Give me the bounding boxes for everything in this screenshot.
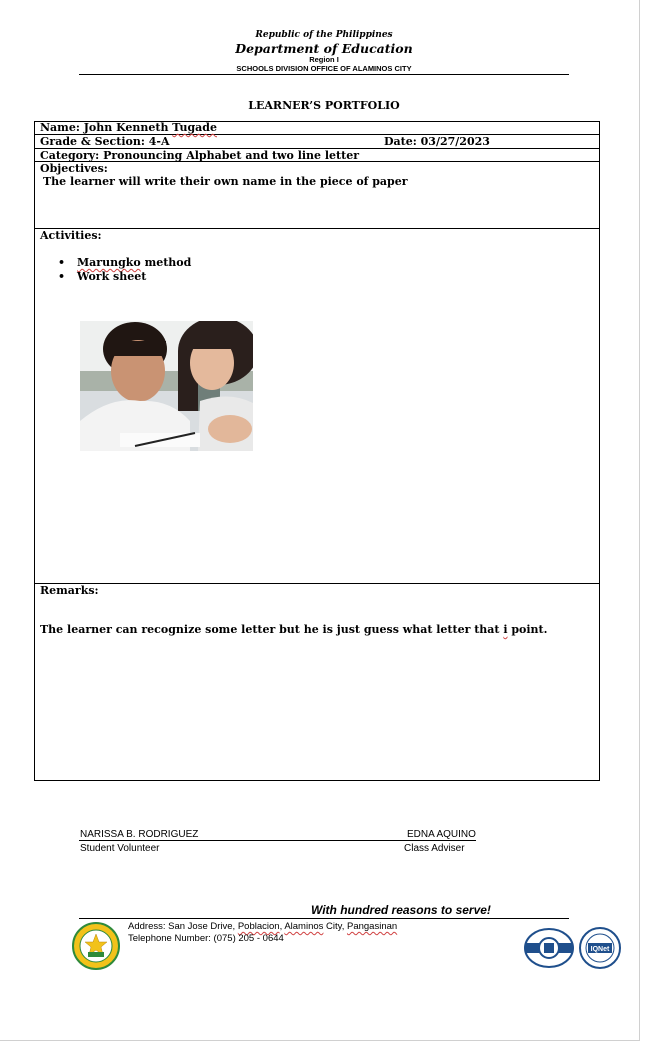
adviser-role: Class Adviser: [404, 843, 465, 854]
adviser-name: EDNA AQUINO: [407, 829, 476, 840]
bullet-icon: •: [58, 270, 66, 283]
region-heading: Region I: [309, 55, 339, 64]
footer-address: Address: San Jose Drive, Poblacion, Alaminos City, Pangasinan: [128, 921, 398, 932]
volunteer-name: NARISSA B. RODRIGUEZ: [80, 829, 199, 840]
remarks-text: The learner can recognize some letter but he is just guess what letter that i point.: [40, 623, 548, 636]
tuv-certification-icon: [523, 927, 575, 969]
remarks-label: Remarks:: [40, 584, 99, 597]
date-field: Date: 03/27/2023: [384, 135, 490, 148]
learner-name: Name: John Kenneth Tugade: [40, 121, 217, 134]
activity-photo: [80, 321, 253, 451]
deped-seal-icon: [72, 922, 120, 970]
table-row-divider: [34, 228, 600, 229]
iqnet-certified-icon: [579, 927, 621, 969]
republic-heading: Republic of the Philippines: [255, 30, 393, 40]
header-rule: [79, 74, 569, 75]
activity-item: Marungko method: [77, 256, 192, 269]
footer-motto: With hundred reasons to serve!: [311, 903, 491, 917]
division-heading: SCHOOLS DIVISION OFFICE OF ALAMINOS CITY: [236, 64, 412, 73]
portfolio-table: [34, 121, 600, 781]
table-row-divider: [34, 583, 600, 584]
bullet-icon: •: [58, 256, 66, 269]
document-title: LEARNER’S PORTFOLIO: [248, 99, 400, 112]
department-heading: Department of Education: [235, 41, 413, 56]
objectives-label: Objectives:: [40, 162, 108, 175]
category-field: Category: Pronouncing Alphabet and two line letter: [40, 149, 360, 162]
activities-label: Activities:: [40, 229, 102, 242]
objectives-text: The learner will write their own name in the piece of paper: [43, 175, 408, 188]
signature-line: [79, 840, 476, 841]
footer-rule: [79, 918, 569, 919]
activity-item: Work sheet: [77, 270, 147, 283]
iqnet-text: IQNet: [590, 946, 610, 953]
photo-illustration: [80, 321, 253, 451]
grade-section: Grade & Section: 4-A: [40, 135, 170, 148]
volunteer-role: Student Volunteer: [80, 843, 160, 854]
footer-telephone: Telephone Number: (075) 205 - 0644: [128, 933, 284, 944]
